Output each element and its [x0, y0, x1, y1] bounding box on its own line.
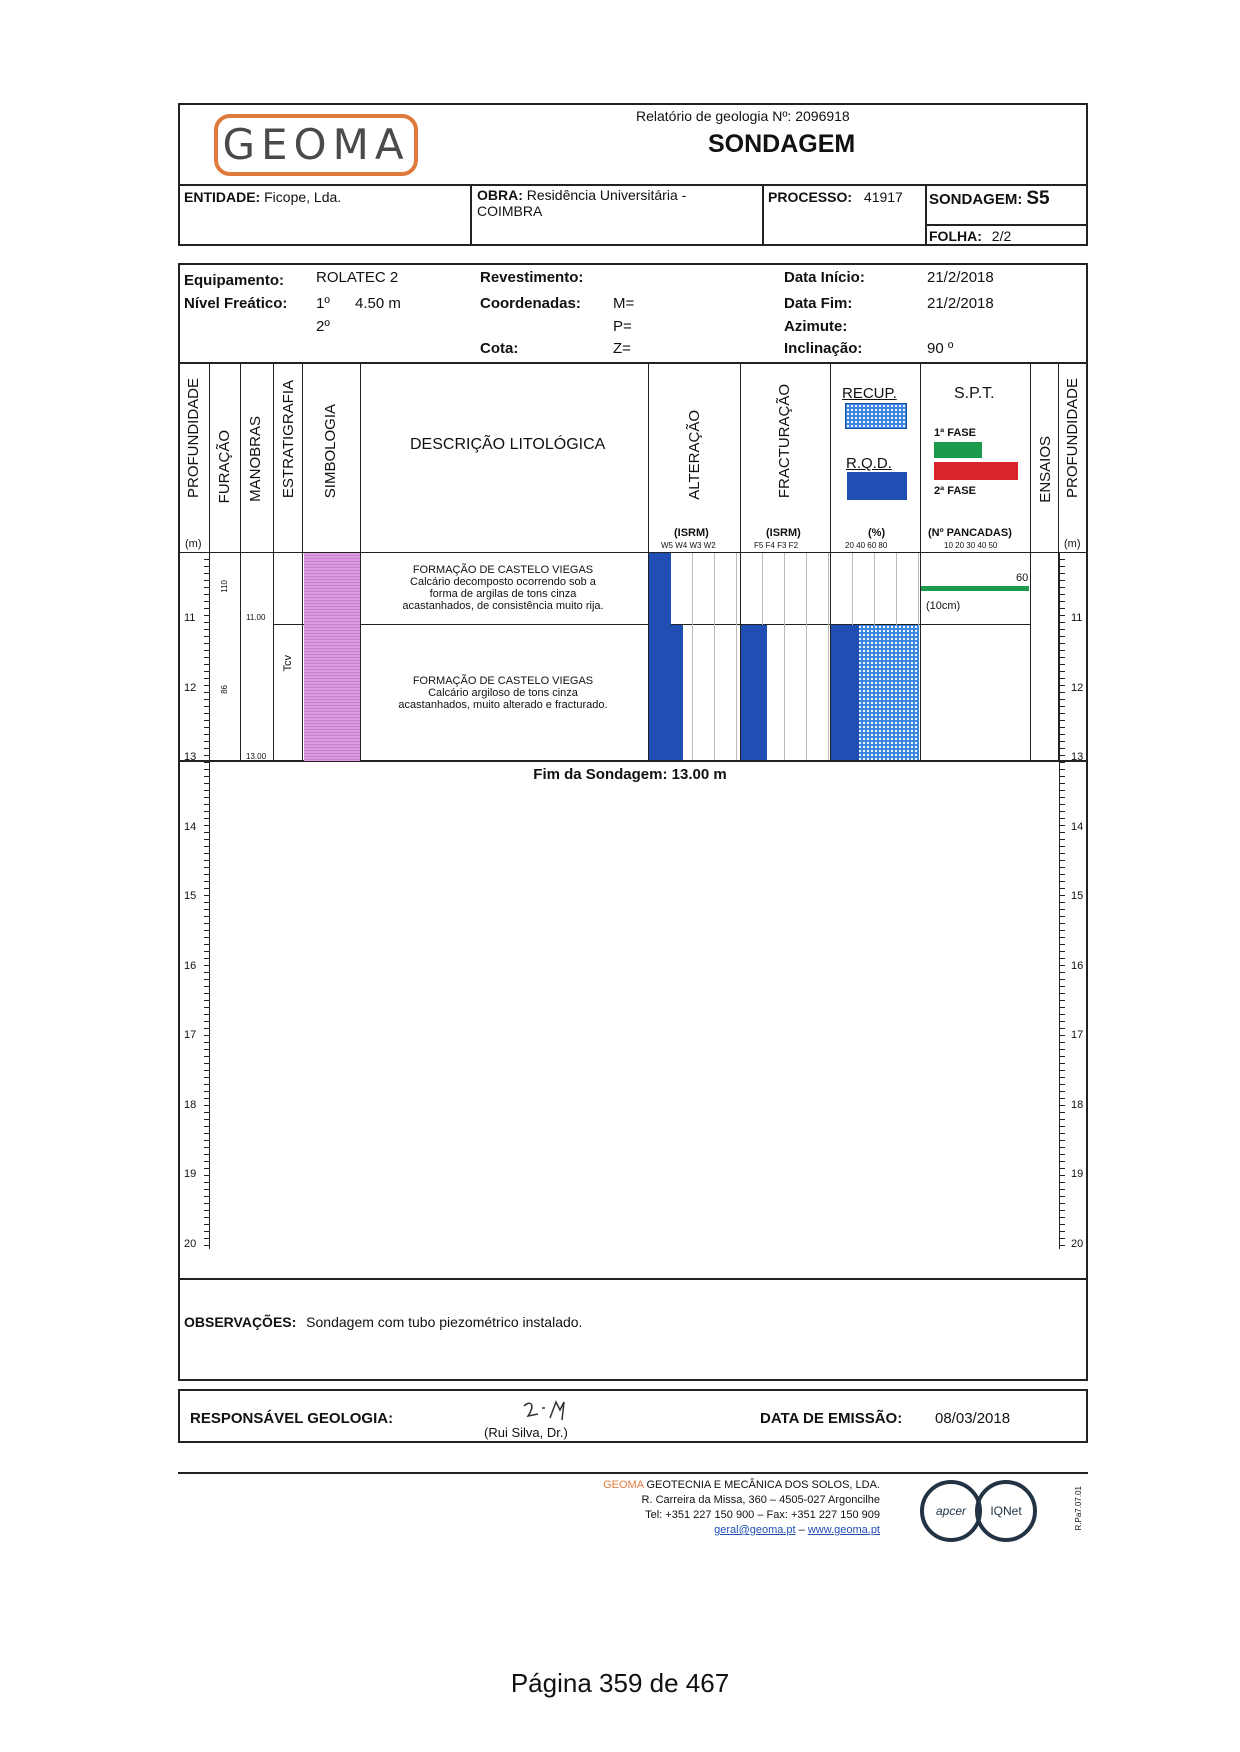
- spt-penetration: (10cm): [926, 600, 961, 612]
- depth-label-right: 18: [1071, 1099, 1084, 1111]
- observacoes-value: Sondagem com tubo piezométrico instalado.: [306, 1314, 583, 1330]
- signature-mark: [520, 1398, 580, 1424]
- company-name: GEOTECNIA E MECÂNICA DOS SOLOS, LDA.: [646, 1479, 880, 1491]
- depth-label-right: 16: [1071, 960, 1084, 972]
- depth-label-left: 17: [184, 1029, 197, 1041]
- nivel-1-value: 4.50 m: [355, 295, 401, 312]
- layer-2-desc-1: Calcário argiloso de tons cinza: [428, 687, 578, 699]
- equipamento-value: ROLATEC 2: [316, 269, 399, 286]
- azimute-label: Azimute:: [784, 318, 848, 335]
- nivel-1: 1º: [316, 295, 330, 312]
- form-code: R.Pa7.07.01: [1074, 1486, 1083, 1531]
- spt-unit: (Nº PANCADAS): [928, 527, 1012, 539]
- end-of-boring: Fim da Sondagem: 13.00 m: [533, 766, 727, 783]
- data-inicio-value: 21/2/2018: [927, 269, 994, 286]
- layer-1-desc-2: forma de argilas de tons cinza: [429, 588, 577, 600]
- obra-value-2: COIMBRA: [477, 203, 543, 219]
- depth-label-left: 18: [184, 1099, 197, 1111]
- equipamento-label: Equipamento:: [184, 272, 284, 289]
- layer-1-desc-3: acastanhados, de consistência muito rija.: [402, 600, 604, 612]
- unit-m-left: (m): [185, 538, 202, 550]
- data-emissao-value: 08/03/2018: [935, 1410, 1011, 1427]
- spt-bar: [921, 586, 1029, 591]
- coord-p: P=: [613, 318, 632, 335]
- fase2-label: 2ª FASE: [934, 485, 976, 497]
- depth-label-right: 11: [1071, 612, 1083, 624]
- manobra-2: 13.00: [246, 752, 267, 761]
- col-descricao: DESCRIÇÃO LITOLÓGICA: [410, 436, 606, 453]
- nivel-2: 2º: [316, 318, 330, 335]
- col-spt: S.P.T.: [954, 385, 995, 402]
- cert-iqnet-text: IQNet: [990, 1504, 1022, 1518]
- recup-legend-swatch: [845, 403, 907, 429]
- layer-1-desc-1: Calcário decomposto ocorrendo sob a: [410, 576, 596, 588]
- logo-text: GEOMA: [222, 120, 410, 169]
- depth-label-left: 16: [184, 960, 197, 972]
- responsavel-name: (Rui Silva, Dr.): [484, 1425, 568, 1440]
- fase1-swatch: [934, 442, 982, 458]
- folha-label: FOLHA:: [929, 228, 982, 244]
- company-phone: Tel: +351 227 150 900 – Fax: +351 227 150 909: [645, 1509, 880, 1521]
- col-estratigrafia: ESTRATIGRAFIA: [280, 380, 297, 499]
- nivel-label: Nível Freático:: [184, 295, 288, 312]
- fracturacao-bar: [741, 625, 767, 760]
- depth-label-left: 12: [184, 682, 197, 694]
- col-simbologia: SIMBOLOGIA: [322, 404, 339, 499]
- col-rqd: R.Q.D.: [846, 455, 892, 472]
- layer-1-description: [362, 564, 644, 612]
- data-fim-label: Data Fim:: [784, 295, 853, 312]
- cota-label: Cota:: [480, 340, 519, 357]
- spt-ticks: 10 20 30 40 50: [944, 541, 998, 550]
- depth-label-left: 14: [184, 821, 197, 833]
- depth-label-right: 19: [1071, 1168, 1084, 1180]
- frac-unit: (ISRM): [766, 527, 801, 539]
- lithology-symbol: [304, 553, 360, 761]
- data-fim-value: 21/2/2018: [927, 295, 994, 312]
- furacao-86: 86: [220, 685, 229, 694]
- spt-value: 60: [1016, 572, 1029, 584]
- depth-label-left: 11: [184, 612, 196, 624]
- depth-label-right: 15: [1071, 890, 1084, 902]
- company-website[interactable]: www.geoma.pt: [807, 1524, 880, 1536]
- col-furacao: FURAÇÃO: [216, 430, 233, 504]
- coord-m: M=: [613, 295, 635, 312]
- furacao-110: 110: [220, 580, 229, 593]
- page-number: Página 359 de 467: [510, 1668, 730, 1698]
- rqd-bar: [831, 625, 859, 760]
- entidade-label: ENTIDADE:: [184, 189, 261, 205]
- cert-apcer-logo: [920, 1480, 982, 1542]
- responsavel-label: RESPONSÁVEL GEOLOGIA:: [190, 1410, 394, 1427]
- pct-ticks: 20 40 60 80: [845, 541, 888, 550]
- company-address: R. Carreira da Missa, 360 – 4505-027 Argoncilhe: [641, 1494, 880, 1506]
- unit-m-right: (m): [1064, 538, 1081, 550]
- coord-z: Z=: [613, 340, 631, 357]
- depth-scale-left: [200, 553, 210, 1249]
- sondagem-label: SONDAGEM:: [929, 191, 1023, 208]
- depth-scale-right: [1059, 553, 1069, 1249]
- entidade-value: Ficope, Lda.: [264, 189, 342, 205]
- depth-label-left: 19: [184, 1168, 197, 1180]
- depth-label-right: 20: [1071, 1238, 1084, 1250]
- alt-ticks: W5 W4 W3 W2: [661, 541, 716, 550]
- cert-apcer-text: apcer: [935, 1504, 967, 1518]
- frac-ticks: F5 F4 F3 F2: [754, 541, 799, 550]
- depth-label-right: 12: [1071, 682, 1084, 694]
- fase1-label: 1ª FASE: [934, 427, 976, 439]
- col-profundidade-right: PROFUNDIDADE: [1064, 378, 1081, 499]
- alteracao-bar-1: [649, 553, 671, 625]
- inclinacao-label: Inclinação:: [784, 340, 863, 357]
- stratigraphy-code: Tcv: [282, 655, 294, 672]
- col-profundidade: PROFUNDIDADE: [185, 378, 202, 499]
- depth-label-left: 15: [184, 890, 197, 902]
- folha-value: 2/2: [991, 228, 1012, 244]
- col-ensaios: ENSAIOS: [1037, 436, 1054, 503]
- recup-bar: [858, 625, 919, 760]
- layer-1-title: FORMAÇÃO DE CASTELO VIEGAS: [412, 564, 594, 576]
- depth-label-right: 17: [1071, 1029, 1084, 1041]
- processo-label: PROCESSO:: [768, 189, 853, 205]
- rqd-legend-swatch: [847, 472, 907, 500]
- geoma-logo: [214, 114, 418, 176]
- col-fracturacao: FRACTURAÇÃO: [776, 384, 793, 499]
- fase2-swatch: [934, 462, 1018, 480]
- obra-label: OBRA:: [477, 187, 523, 203]
- coordenadas-label: Coordenadas:: [480, 295, 581, 312]
- col-alteracao: ALTERAÇÃO: [686, 410, 703, 500]
- depth-label-right: 14: [1071, 821, 1084, 833]
- layer-2-description: [362, 675, 644, 711]
- manobra-1: 11.00: [246, 613, 266, 622]
- col-recup: RECUP.: [842, 385, 897, 402]
- col-manobras: MANOBRAS: [247, 416, 264, 502]
- inclinacao-value: 90 º: [927, 340, 954, 357]
- depth-label-left: 20: [184, 1238, 197, 1250]
- data-inicio-label: Data Início:: [784, 269, 865, 286]
- obra-value: Residência Universitária -: [526, 187, 687, 203]
- alteracao-bar-2: [649, 625, 683, 760]
- report-number: Relatório de geologia Nº: 2096918: [636, 108, 850, 124]
- layer-2-desc-2: acastanhados, muito alterado e fracturado.: [398, 699, 608, 711]
- revestimento-label: Revestimento:: [480, 269, 584, 286]
- alt-unit: (ISRM): [674, 527, 709, 539]
- cert-iqnet-logo: [975, 1480, 1037, 1542]
- data-emissao-label: DATA DE EMISSÃO:: [760, 1410, 903, 1427]
- page-title: SONDAGEM: [708, 130, 856, 158]
- pct-unit: (%): [868, 527, 886, 539]
- depth-label-left: 13: [184, 751, 197, 763]
- processo-value: 41917: [863, 189, 903, 205]
- observacoes-label: OBSERVAÇÕES:: [184, 1314, 297, 1330]
- sondagem-value: S5: [1026, 188, 1050, 209]
- layer-2-title: FORMAÇÃO DE CASTELO VIEGAS: [412, 675, 594, 687]
- depth-label-right: 13: [1071, 751, 1084, 763]
- company-brand: GEOMA: [603, 1479, 644, 1491]
- company-email[interactable]: geral@geoma.pt: [714, 1524, 796, 1536]
